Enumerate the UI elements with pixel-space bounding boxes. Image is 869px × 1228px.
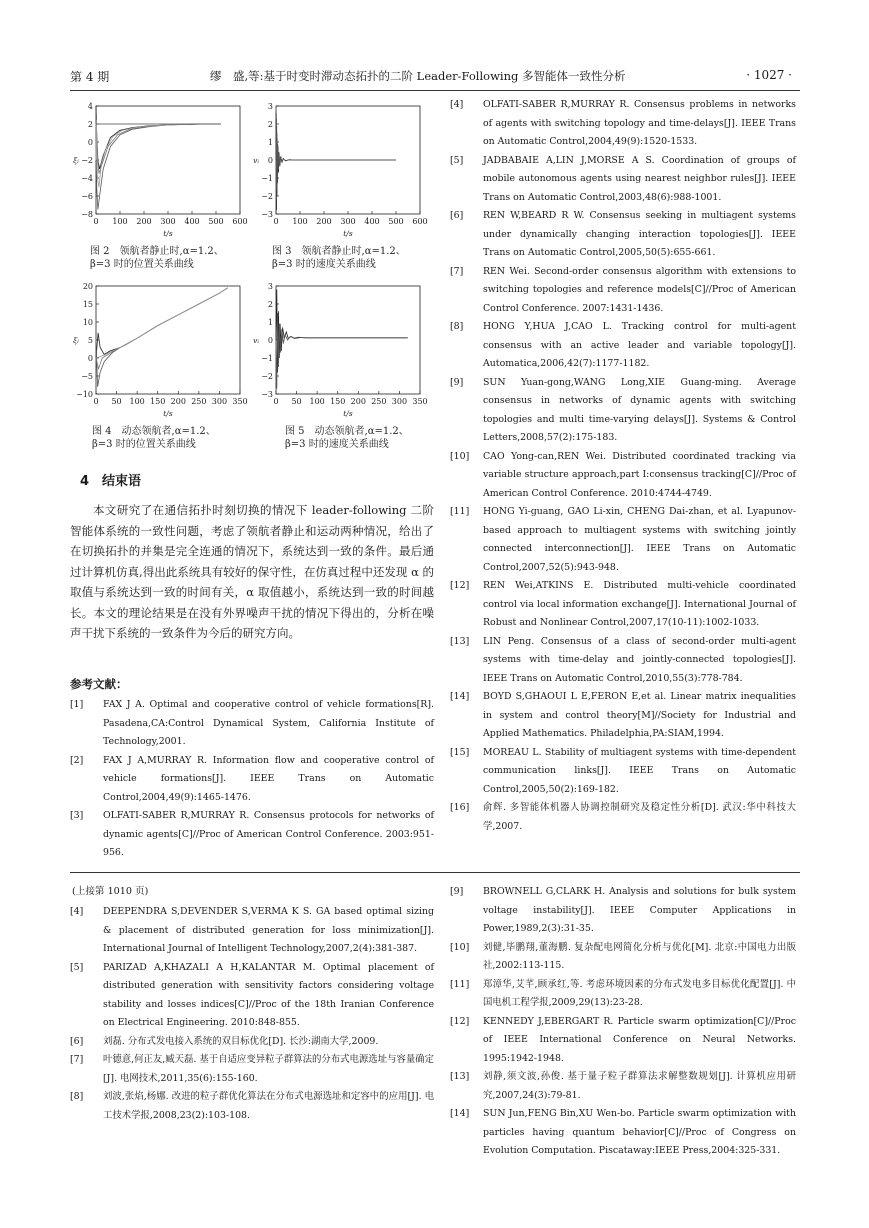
reference-item	[70, 959, 434, 1033]
reference-number: [4]	[450, 99, 464, 110]
x-tick-label: 0	[273, 397, 279, 406]
reference-text: 刘磊. 分布式发电接入系统的双目标优化[D]. 长沙:湖南大学,2009.	[103, 1035, 379, 1047]
x-tick-label: 350	[412, 397, 428, 406]
reference-number: [7]	[450, 265, 464, 277]
reference-item	[70, 1051, 434, 1088]
x-tick-label: 100	[292, 217, 308, 226]
figure-2-caption-line2: β=3 时的位置关系曲线	[90, 259, 194, 270]
reference-text: 刘波,张焰,杨娜. 改进的粒子群优化算法在分布式电源选址和定容中的应用[J]. 电工技术学报,2008,23(2):103-108.	[103, 1091, 434, 1121]
y-tick-label: 20	[82, 282, 93, 291]
series-line	[96, 288, 228, 387]
y-axis-label: ξᵢ	[73, 336, 79, 345]
series-line	[96, 288, 228, 369]
reference-number: [15]	[450, 746, 470, 758]
reference-item	[450, 503, 796, 577]
y-axis-label: vᵢ	[253, 336, 259, 345]
reference-item	[450, 96, 796, 152]
y-tick-label: −4	[81, 174, 93, 183]
reference-number: [5]	[450, 154, 464, 166]
reference-item	[450, 1013, 796, 1069]
x-tick-label: 400	[184, 217, 200, 226]
reference-number: [13]	[450, 635, 470, 647]
y-tick-label: −1	[261, 354, 273, 363]
reference-text: FAX J A. Optimal and cooperative control of vehicle formations[R]. Pasadena,CA:Control Dynamical System, California Institute of Technology,2001.	[103, 699, 434, 747]
y-tick-label: −8	[81, 210, 93, 219]
reference-text: SUN Jun,FENG Bin,XU Wen-bo. Particle swarm optimization with particles having quantum behavior[C]//Proc of Congress on Evolution Computation. Piscataway:IEEE Press,2004:325-331.	[483, 1108, 796, 1156]
reference-item	[450, 577, 796, 633]
reference-text: DEEPENDRA S,DEVENDER S,VERMA K S. GA based optimal sizing & placement of distributed generation for loss minimization[J]. International Journal of Intelligent Technology,2007,2(4):381-387.	[103, 906, 434, 954]
reference-item	[450, 688, 796, 744]
figure-4-position-chart	[72, 278, 252, 426]
x-tick-label: 0	[93, 397, 99, 406]
x-tick-label: 0	[273, 217, 279, 226]
reference-number: [12]	[450, 1015, 470, 1027]
reference-number: [5]	[70, 961, 84, 973]
y-tick-label: 10	[82, 318, 93, 327]
x-tick-label: 500	[388, 217, 404, 226]
reference-item	[450, 744, 796, 800]
conclusion-paragraph: 本文研究了在通信拓扑时刻切换的情况下 leader-following 二阶智能体系统的一致性问题，考虑了领航者静止和运动两种情况，给出了在切换拓扑的并集是完全连通的情况下，系统达到一致的条件。最后通过计算机仿真,得出此系统具有较好的保守性，在仿真过程中还发现 α 的取值与系统达到一致的时间有关，α 取值越小，系统达到一致的时间越长。本文的理论结果是在没有外界噪声干扰的情况下得出的，分析在噪声干扰下系统的一致条件为今后的研究方向。	[70, 503, 434, 640]
y-tick-label: 1	[267, 318, 273, 327]
x-axis-label: t/s	[343, 229, 353, 238]
reference-text: FAX J A,MURRAY R. Information flow and cooperative control of vehicle formations[J]. IEEE Trans on Automatic Control,2004,49(9):1465-1476.	[103, 754, 434, 803]
x-tick-label: 150	[150, 397, 166, 406]
y-tick-label: 0	[87, 138, 93, 147]
reference-text: BROWNELL G,CLARK H. Analysis and solutions for bulk system voltage instability[J]. IEEE Computer Applications in Power,1989,2(3):31-35.	[483, 886, 796, 934]
x-tick-label: 350	[232, 397, 248, 406]
y-tick-label: 1	[267, 138, 273, 147]
reference-text: 俞辉. 多智能体机器人协调控制研究及稳定性分析[D]. 武汉:华中科技大学,2007.	[483, 802, 796, 832]
reference-text: SUN Yuan-gong,WANG Long,XIE Guang-ming. Average consensus in networks of dynamic agents with switching topologies and multi time-varying delays[J]. Systems & Control Letters,2008,57(2):175-183.	[483, 376, 796, 443]
series-line	[96, 120, 221, 188]
references-list-left	[70, 696, 434, 863]
plot-frame	[96, 106, 240, 214]
figure-4-caption-line1: 图 4 动态领航者,α=1.2、	[92, 426, 216, 437]
x-tick-label: 400	[364, 217, 380, 226]
reference-item	[450, 374, 796, 448]
figure-4-caption-line2: β=3 时的位置关系曲线	[92, 439, 196, 450]
figure-5-caption-line1: 图 5 动态领航者,α=1.2、	[285, 426, 409, 437]
reference-text: REN Wei,ATKINS E. Distributed multi-vehicle coordinated control via local information exchange[J]. International Journal of Robust and Nonlinear Control,2007,17(10-11):1002-1033.	[483, 580, 796, 628]
reference-text: HONG Yi-guang, GAO Li-xin, CHENG Dai-zhan, et al. Lyapunov-based approach to multiagent systems with switching jointly connected interconnection[J]. IEEE Trans on Automatic Control,2007,52(5):943-948.	[483, 506, 796, 573]
reference-text: HONG Y,HUA J,CAO L. Tracking control for multi-agent consensus with an active leader and variable topology[J]. Automatica,2006,42(7):1177-1182.	[483, 321, 796, 369]
reference-item	[70, 1088, 434, 1125]
x-tick-label: 600	[412, 217, 428, 226]
x-tick-label: 200	[316, 217, 332, 226]
reference-number: [8]	[450, 321, 464, 332]
y-tick-label: −2	[81, 156, 93, 165]
series-line	[276, 313, 408, 389]
plot-frame	[96, 286, 240, 394]
x-tick-label: 100	[129, 397, 145, 406]
x-axis-label: t/s	[343, 409, 353, 418]
series-line	[276, 119, 396, 200]
y-tick-label: −10	[76, 390, 93, 399]
reference-number: [12]	[450, 580, 470, 591]
continuation-label: (上接第 1010 页)	[72, 886, 149, 897]
reference-item	[70, 752, 434, 808]
y-tick-label: 0	[87, 354, 93, 363]
x-tick-label: 50	[291, 397, 302, 406]
reference-number: [10]	[450, 941, 470, 953]
y-tick-label: −5	[81, 372, 93, 381]
reference-number: [11]	[450, 978, 470, 990]
series-line	[96, 124, 221, 174]
reference-number: [7]	[70, 1054, 84, 1065]
plot-frame	[276, 286, 420, 394]
reference-number: [8]	[70, 1091, 84, 1102]
figure-3-caption	[272, 245, 406, 271]
reference-text: PARIZAD A,KHAZALI A H,KALANTAR M. Optimal placement of distributed generation with sensitivity factors considering voltage stability and losses indices[C]//Proc of the 18th Iranian Conference on Electrical Engineering. 2010:848-855.	[103, 961, 434, 1028]
reference-number: [14]	[450, 1108, 470, 1119]
x-tick-label: 600	[232, 217, 248, 226]
figure-4-caption	[92, 425, 216, 451]
x-tick-label: 250	[371, 397, 387, 406]
running-title: 缪 盛,等:基于时变时滞动态拓扑的二阶 Leader-Following 多智能体一致性分析	[210, 69, 626, 83]
figure-2-caption-line1: 图 2 领航者静止时,α=1.2、	[90, 246, 224, 257]
reference-text: KENNEDY J,EBERGART R. Particle swarm optimization[C]//Proc of IEEE International Conference on Neural Networks. 1995:1942-1948.	[483, 1015, 796, 1064]
reference-item	[450, 1105, 796, 1161]
y-tick-label: −2	[261, 372, 273, 381]
reference-number: [9]	[450, 886, 464, 897]
reference-text: 刘静,须文波,孙俊. 基于量子粒子群算法求解整数规划[J]. 计算机应用研究,2007,24(3):79-81.	[483, 1071, 796, 1101]
reference-item	[70, 696, 434, 752]
x-tick-label: 0	[93, 217, 99, 226]
x-tick-label: 150	[330, 397, 346, 406]
y-tick-label: −6	[81, 192, 93, 201]
figure-3-caption-line1: 图 3 领航者静止时,α=1.2、	[272, 246, 406, 257]
reference-text: REN Wei. Second-order consensus algorithm with extensions to switching topologies and reference models[C]//Proc of American Control Conference. 2007:1431-1436.	[483, 265, 796, 314]
x-tick-label: 100	[309, 397, 325, 406]
x-axis-label: t/s	[163, 229, 173, 238]
figure-2-position-chart	[72, 98, 252, 246]
reference-item	[70, 903, 434, 959]
reference-number: [11]	[450, 506, 470, 517]
y-tick-label: 3	[267, 282, 273, 291]
reference-item	[450, 448, 796, 504]
x-axis-label: t/s	[163, 409, 173, 418]
reference-item	[450, 318, 796, 374]
x-tick-label: 250	[191, 397, 207, 406]
y-tick-label: 3	[267, 102, 273, 111]
reference-item	[450, 799, 796, 836]
reference-number: [2]	[70, 754, 84, 766]
continued-references-right	[450, 883, 796, 1161]
series-line	[96, 288, 228, 358]
reference-text: MOREAU L. Stability of multiagent systems with time-dependent communication links[J]. IEEE Trans on Automatic Control,2005,50(2):169-182.	[483, 746, 796, 795]
y-tick-label: −1	[261, 174, 273, 183]
y-tick-label: 4	[87, 102, 93, 111]
reference-text: OLFATI-SABER R,MURRAY R. Consensus problems in networks of agents with switching topology and time-delays[J]. IEEE Trans on Automatic Control,2004,49(9):1520-1533.	[483, 99, 796, 147]
x-tick-label: 50	[111, 397, 122, 406]
reference-item	[450, 976, 796, 1013]
reference-text: BOYD S,GHAOUI L E,FERON E,et al. Linear matrix inequalities in system and control theory[M]//Society for Industrial and Applied Mathematics. Philadelphia,PA:SIAM,1994.	[483, 691, 796, 739]
y-tick-label: 0	[267, 156, 273, 165]
figure-3-velocity-chart	[252, 98, 432, 246]
reference-number: [16]	[450, 802, 470, 813]
y-tick-label: 2	[267, 300, 273, 309]
issue-label: 第 4 期	[70, 70, 110, 84]
reference-text: CAO Yong-can,REN Wei. Distributed coordinated tracking via variable structure approach,part I:consensus tracking[C]//Proc of American Control Conference. 2010:4744-4749.	[483, 450, 796, 499]
reference-text: REN W,BEARD R W. Consensus seeking in multiagent systems under dynamically changing interaction topologies[J]. IEEE Trans on Automatic Control,2005,50(5):655-661.	[483, 210, 796, 258]
series-line	[96, 106, 221, 169]
reference-item	[450, 939, 796, 976]
x-tick-label: 100	[112, 217, 128, 226]
section-title: 4 结束语	[80, 474, 142, 489]
y-tick-label: 5	[87, 336, 93, 345]
reference-text: LIN Peng. Consensus of a class of second-order multi-agent systems with time-delay and jointly-connected topologies[J]. IEEE Trans on Automatic Control,2010,55(3):778-784.	[483, 635, 796, 684]
reference-number: [14]	[450, 691, 470, 702]
figure-5-caption-line2: β=3 时的速度关系曲线	[285, 439, 389, 450]
reference-text: JADBABAIE A,LIN J,MORSE A S. Coordination of groups of mobile autonomous agents using nearest neighbor rules[J]. IEEE Trans on Automatic Control,2003,48(6):988-1001.	[483, 154, 796, 203]
x-tick-label: 200	[136, 217, 152, 226]
reference-item	[450, 1068, 796, 1105]
references-heading: 参考文献：	[70, 677, 128, 691]
x-tick-label: 500	[208, 217, 224, 226]
x-tick-label: 200	[170, 397, 186, 406]
continued-references-left	[70, 903, 434, 1125]
figure-3-caption-line2: β=3 时的速度关系曲线	[272, 259, 376, 270]
y-axis-label: vᵢ	[253, 156, 259, 165]
figure-2-caption	[90, 245, 224, 271]
y-tick-label: 0	[267, 336, 273, 345]
y-tick-label: 2	[267, 120, 273, 129]
x-tick-label: 300	[391, 397, 408, 406]
reference-item	[450, 263, 796, 319]
figure-5-caption	[285, 425, 409, 451]
series-line	[276, 113, 396, 210]
reference-item	[70, 1033, 434, 1052]
y-tick-label: −3	[261, 210, 273, 219]
section-divider	[70, 872, 800, 873]
reference-text: OLFATI-SABER R,MURRAY R. Consensus protocols for networks of dynamic agents[C]//Proc of American Control Conference. 2003:951-956.	[103, 810, 434, 858]
series-line	[276, 290, 408, 373]
series-line	[96, 124, 221, 210]
references-list-right	[450, 96, 796, 836]
reference-item	[450, 883, 796, 939]
reference-number: [9]	[450, 376, 464, 388]
reference-number: [3]	[70, 810, 84, 821]
y-axis-label: ξᵢ	[73, 156, 79, 165]
y-tick-label: 15	[82, 300, 93, 309]
x-tick-label: 300	[160, 217, 176, 226]
x-tick-label: 300	[340, 217, 356, 226]
y-tick-label: 2	[87, 120, 93, 129]
reference-number: [13]	[450, 1071, 470, 1082]
y-tick-label: −3	[261, 390, 273, 399]
reference-number: [1]	[70, 699, 84, 710]
y-tick-label: −2	[261, 192, 273, 201]
series-line	[96, 288, 228, 358]
reference-item	[450, 207, 796, 263]
reference-number: [6]	[450, 210, 464, 221]
reference-number: [4]	[70, 906, 84, 917]
reference-text: 郑漳华,艾芊,顾承红,等. 考虑环境因素的分布式发电多目标优化配置[J]. 中国电机工程学报,2009,29(13):23-28.	[483, 978, 796, 1008]
reference-item	[450, 633, 796, 689]
reference-number: [10]	[450, 450, 470, 462]
reference-text: 刘健,毕鹏翔,董海鹏. 复杂配电网简化分析与优化[M]. 北京:中国电力出版社,2002:113-115.	[483, 941, 796, 971]
page-number: · 1027 ·	[746, 68, 792, 82]
x-tick-label: 300	[211, 397, 228, 406]
reference-text: 叶德意,何正友,臧天磊. 基于自适应变异粒子群算法的分布式电源选址与容量确定[J]. 电网技术,2011,35(6):155-160.	[103, 1054, 434, 1084]
figure-5-velocity-chart	[252, 278, 432, 426]
x-tick-label: 200	[350, 397, 366, 406]
running-header	[70, 60, 800, 91]
reference-number: [6]	[70, 1035, 84, 1047]
reference-item	[450, 152, 796, 208]
reference-item	[70, 807, 434, 863]
